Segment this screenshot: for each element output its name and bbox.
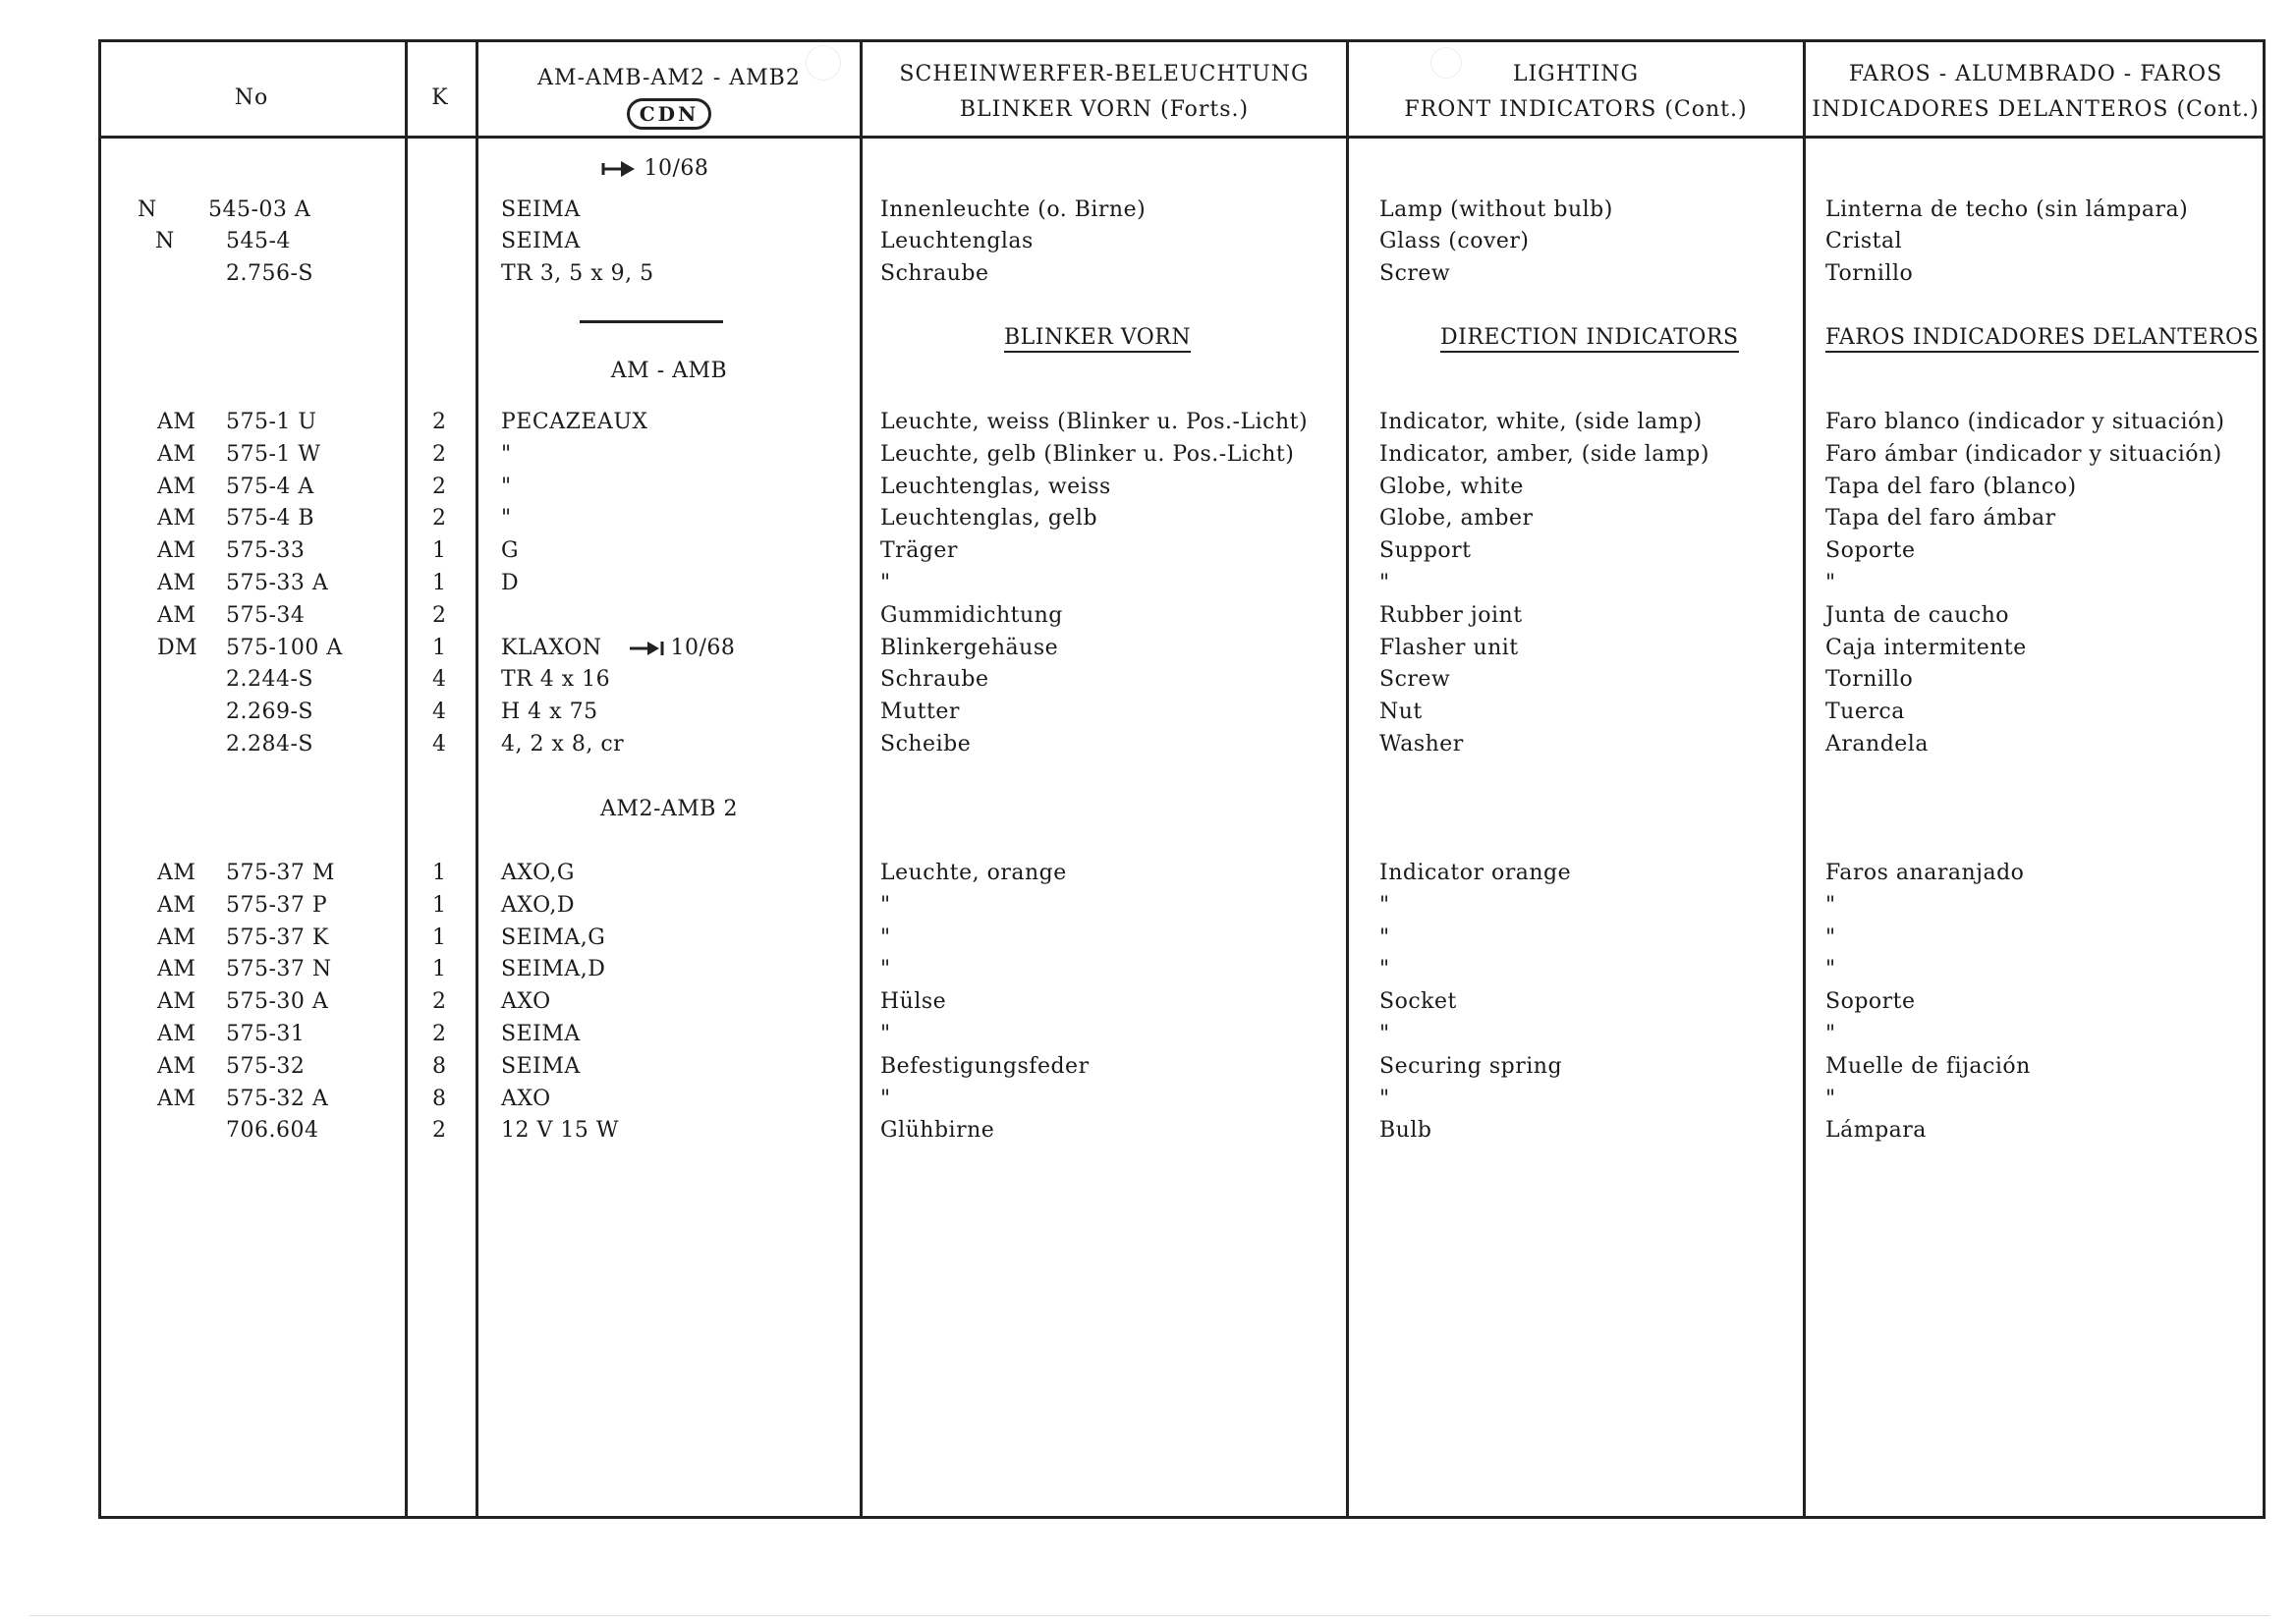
row-desc-de: Glühbirne xyxy=(880,1118,995,1144)
row-desc-de: Scheibe xyxy=(880,732,972,756)
row-desc-es: Soporte xyxy=(1825,538,1916,564)
row-desc-de: Leuchtenglas, weiss xyxy=(880,474,1111,499)
table-row xyxy=(0,729,2296,761)
row-part-no: 2.244-S xyxy=(226,667,313,693)
row-desc-en: Lamp (without bulb) xyxy=(1379,197,1613,222)
row-desc-de: Innenleuchte (o. Birne) xyxy=(880,197,1147,222)
row-part-no: 575-32 xyxy=(226,1053,306,1079)
row-desc-es: Linterna de techo (sin lámpara) xyxy=(1825,197,2189,222)
row-desc-en: Socket xyxy=(1379,989,1457,1015)
row-model-text: 4, 2 x 8, cr xyxy=(501,732,625,756)
row-qty: 1 xyxy=(432,538,447,564)
row-qty: 2 xyxy=(432,602,447,628)
row-model: SEIMA xyxy=(501,197,581,222)
row-desc-de: " xyxy=(880,1086,891,1111)
row-desc-de: Leuchte, gelb (Blinker u. Pos.-Licht) xyxy=(880,441,1295,467)
from-date-marker xyxy=(601,153,708,185)
header-es-line1: FAROS - ALUMBRADO - FAROS xyxy=(1848,62,2223,86)
row-qty: 2 xyxy=(432,989,447,1015)
row-model xyxy=(501,858,575,889)
row-part-no: 2.284-S xyxy=(226,732,313,756)
row-desc-es: Faro ámbar (indicador y situación) xyxy=(1825,441,2222,467)
table-row xyxy=(0,664,2296,697)
row-desc-es: Arandela xyxy=(1825,732,1929,756)
row-model xyxy=(501,1051,581,1083)
row-desc-de: " xyxy=(880,892,891,918)
header-de-line1: SCHEINWERFER-BELEUCHTUNG xyxy=(899,62,1310,86)
subheading-es-wrap xyxy=(1825,322,2259,354)
row-desc-de: Blinkergehäuse xyxy=(880,635,1059,660)
row-desc-es: " xyxy=(1825,924,1836,950)
row-desc-es: " xyxy=(1825,1022,1836,1046)
row-model xyxy=(501,729,624,760)
row-model-text: " xyxy=(501,441,512,467)
row-desc-de: " xyxy=(880,957,891,982)
table-row xyxy=(0,568,2296,600)
from-arrow-icon xyxy=(601,159,637,179)
table-row xyxy=(0,439,2296,472)
row-desc-en: Rubber joint xyxy=(1379,602,1523,628)
row-model-text: SEIMA xyxy=(501,1022,581,1046)
row-desc-de: Träger xyxy=(880,538,958,564)
header-model-line: AM-AMB-AM2 - AMB2 xyxy=(537,66,801,90)
table-row xyxy=(0,1051,2296,1084)
row-desc-en: " xyxy=(1379,957,1390,982)
row-part-no: 575-33 A xyxy=(226,571,329,595)
row-part-no: 575-30 A xyxy=(226,989,329,1015)
row-prefix: AM xyxy=(157,506,196,532)
row-desc-en: Support xyxy=(1379,538,1472,564)
cdn-badge: CDN xyxy=(627,98,712,130)
row-part-no: 575-1 W xyxy=(226,441,321,467)
row-prefix: DM xyxy=(157,635,198,660)
row-model-text: " xyxy=(501,506,512,532)
until-arrow-icon xyxy=(628,639,667,658)
row-model-text: SEIMA,G xyxy=(501,924,606,950)
table-row xyxy=(0,1084,2296,1116)
row-model xyxy=(501,1084,551,1115)
row-desc-en: Globe, amber xyxy=(1379,506,1534,532)
table-row xyxy=(0,986,2296,1019)
row-desc-en: Indicator, white, (side lamp) xyxy=(1379,410,1703,434)
row-model xyxy=(501,568,519,599)
header-es-line2: INDICADORES DELANTEROS (Cont.) xyxy=(1812,97,2260,122)
row-part-no: 2.756-S xyxy=(226,261,313,286)
row-model xyxy=(501,890,575,922)
row-qty: 2 xyxy=(432,1118,447,1144)
row-prefix: AM xyxy=(157,1053,196,1079)
row-model xyxy=(501,535,519,567)
row-desc-de: Leuchtenglas, gelb xyxy=(880,506,1098,532)
row-part-no: 2.269-S xyxy=(226,700,313,725)
row-desc-de: Gummidichtung xyxy=(880,602,1063,628)
header-k: K xyxy=(431,85,449,110)
row-part-no: 545-4 xyxy=(226,229,291,253)
row-desc-en: Nut xyxy=(1379,700,1423,725)
row-qty: 1 xyxy=(432,861,447,885)
row-prefix: AM xyxy=(157,538,196,564)
row-qty: 1 xyxy=(432,892,447,918)
row-qty: 2 xyxy=(432,474,447,499)
row-desc-es: " xyxy=(1825,1086,1836,1111)
row-part-no: 575-34 xyxy=(226,602,306,628)
table-row xyxy=(0,503,2296,535)
row-desc-en: Globe, white xyxy=(1379,474,1524,499)
table-row xyxy=(0,890,2296,923)
header-model-badge-wrap xyxy=(478,98,860,131)
row-model-text: G xyxy=(501,538,520,564)
subheading-de-wrap xyxy=(1004,322,1191,354)
row-prefix: AM xyxy=(157,924,196,950)
row-prefix: AM xyxy=(157,1086,196,1111)
row-qty: 4 xyxy=(432,700,447,725)
row-desc-de: Mutter xyxy=(880,700,960,725)
model-section-separator xyxy=(580,320,723,323)
row-part-no: 575-32 A xyxy=(226,1086,329,1111)
subheading-es: FAROS INDICADORES DELANTEROS xyxy=(1825,325,2259,353)
row-part-no: 545-03 A xyxy=(208,197,311,222)
table-row xyxy=(0,226,2296,258)
row-prefix: AM xyxy=(157,861,196,885)
row-desc-es: Tapa del faro (blanco) xyxy=(1825,474,2077,499)
table-row xyxy=(0,954,2296,986)
subheading-en: DIRECTION INDICATORS xyxy=(1440,325,1739,353)
header-no: No xyxy=(234,85,269,110)
row-qty: 1 xyxy=(432,635,447,660)
row-prefix: AM xyxy=(157,410,196,434)
row-prefix: AM xyxy=(157,989,196,1015)
row-model-until: 10/68 xyxy=(670,635,736,660)
section-am2-amb2: AM2-AMB 2 xyxy=(600,797,738,821)
row-desc-de: " xyxy=(880,924,891,950)
row-desc-de: Leuchtenglas xyxy=(880,229,1034,253)
row-prefix: AM xyxy=(157,474,196,499)
row-prefix: AM xyxy=(157,441,196,467)
row-desc-en: Glass (cover) xyxy=(1379,229,1530,253)
row-model-text: 12 V 15 W xyxy=(501,1118,619,1144)
row-model xyxy=(501,923,605,954)
table-row xyxy=(0,1115,2296,1148)
subheading-de: BLINKER VORN xyxy=(1004,325,1191,353)
row-desc-es: Faros anaranjado xyxy=(1825,861,2025,885)
row-desc-en: " xyxy=(1379,924,1390,950)
row-desc-en: Indicator orange xyxy=(1379,861,1572,885)
row-desc-en: Bulb xyxy=(1379,1118,1432,1144)
header-de-line2: BLINKER VORN (Forts.) xyxy=(959,97,1250,122)
row-prefix: N xyxy=(155,229,175,253)
scan-circle-mark xyxy=(806,45,841,81)
row-desc-es: Muelle de fijación xyxy=(1825,1053,2031,1079)
table-row xyxy=(0,258,2296,291)
table-row xyxy=(0,407,2296,439)
row-desc-es: Tapa del faro ámbar xyxy=(1825,506,2056,532)
row-desc-es: " xyxy=(1825,571,1836,595)
row-model-text: AXO,D xyxy=(501,892,576,918)
subheading-en-wrap xyxy=(1440,322,1739,354)
row-model xyxy=(501,1115,619,1147)
row-part-no: 575-37 K xyxy=(226,924,329,950)
from-date: 10/68 xyxy=(644,156,709,181)
row-part-no: 575-37 N xyxy=(226,957,332,982)
row-part-no: 575-31 xyxy=(226,1022,306,1046)
row-part-no: 706.604 xyxy=(226,1118,319,1144)
row-model-text: D xyxy=(501,571,520,595)
row-model: SEIMA xyxy=(501,229,581,253)
section-am-amb: AM - AMB xyxy=(610,359,728,383)
row-part-no: 575-4 B xyxy=(226,506,315,532)
page-bottom-rule xyxy=(29,1615,2269,1616)
row-qty: 8 xyxy=(432,1053,447,1079)
row-desc-es: Lámpara xyxy=(1825,1118,1927,1144)
row-qty: 1 xyxy=(432,924,447,950)
row-desc-es: Soporte xyxy=(1825,989,1916,1015)
scan-circle-mark xyxy=(1430,47,1462,79)
row-desc-en: Securing spring xyxy=(1379,1053,1563,1079)
row-desc-en: Indicator, amber, (side lamp) xyxy=(1379,441,1709,467)
row-desc-en: " xyxy=(1379,1022,1390,1046)
row-part-no: 575-100 A xyxy=(226,635,343,660)
row-part-no: 575-4 A xyxy=(226,474,314,499)
row-qty: 2 xyxy=(432,506,447,532)
table-row xyxy=(0,472,2296,504)
table-row xyxy=(0,1019,2296,1051)
row-model xyxy=(501,1019,581,1050)
row-model-text: KLAXON xyxy=(501,635,602,660)
row-desc-en: Washer xyxy=(1379,732,1464,756)
row-desc-de: Schraube xyxy=(880,667,989,693)
header-en-line2: FRONT INDICATORS (Cont.) xyxy=(1404,97,1748,122)
row-qty: 2 xyxy=(432,441,447,467)
row-prefix: N xyxy=(138,197,157,222)
row-prefix: AM xyxy=(157,892,196,918)
row-desc-en: Screw xyxy=(1379,261,1451,286)
row-desc-de: Leuchte, weiss (Blinker u. Pos.-Licht) xyxy=(880,410,1309,434)
row-desc-en: " xyxy=(1379,892,1390,918)
row-desc-es: " xyxy=(1825,892,1836,918)
row-part-no: 575-33 xyxy=(226,538,306,564)
row-model-text: PECAZEAUX xyxy=(501,410,648,434)
row-prefix: AM xyxy=(157,1022,196,1046)
row-model-text: SEIMA xyxy=(501,1053,581,1079)
row-desc-de: " xyxy=(880,1022,891,1046)
row-model xyxy=(501,954,605,985)
row-model xyxy=(501,633,735,664)
row-model xyxy=(501,407,648,438)
row-model xyxy=(501,503,512,534)
row-qty: 4 xyxy=(432,732,447,756)
row-model xyxy=(501,664,610,696)
row-prefix: AM xyxy=(157,571,196,595)
row-qty: 1 xyxy=(432,957,447,982)
table-row xyxy=(0,600,2296,633)
header-en-line1: LIGHTING xyxy=(1512,62,1640,86)
row-model-text: AXO xyxy=(501,1086,551,1111)
row-desc-en: Screw xyxy=(1379,667,1451,693)
row-model-text: SEIMA,D xyxy=(501,957,606,982)
row-desc-es: Faro blanco (indicador y situación) xyxy=(1825,410,2225,434)
row-desc-es: " xyxy=(1825,957,1836,982)
row-desc-es: Tornillo xyxy=(1825,261,1914,286)
table-row xyxy=(0,535,2296,568)
row-model-text: " xyxy=(501,474,512,499)
row-desc-es: Caja intermitente xyxy=(1825,635,2027,660)
row-part-no: 575-1 U xyxy=(226,410,317,434)
row-model xyxy=(501,472,512,503)
row-desc-en: " xyxy=(1379,1086,1390,1111)
row-model xyxy=(501,986,551,1018)
header-divider xyxy=(98,136,2266,139)
row-model xyxy=(501,697,598,728)
row-qty: 2 xyxy=(432,1022,447,1046)
row-prefix: AM xyxy=(157,602,196,628)
row-qty: 1 xyxy=(432,571,447,595)
row-desc-es: Junta de caucho xyxy=(1825,602,2010,628)
row-qty: 8 xyxy=(432,1086,447,1111)
row-desc-es: Cristal xyxy=(1825,229,1903,253)
row-model-text: H 4 x 75 xyxy=(501,700,598,725)
row-desc-en: " xyxy=(1379,571,1390,595)
table-row xyxy=(0,923,2296,955)
row-model-text: AXO xyxy=(501,989,551,1015)
row-desc-en: Flasher unit xyxy=(1379,635,1519,660)
row-prefix: AM xyxy=(157,957,196,982)
row-part-no: 575-37 M xyxy=(226,861,335,885)
row-desc-es: Tornillo xyxy=(1825,667,1914,693)
table-row xyxy=(0,195,2296,227)
row-desc-de: Befestigungsfeder xyxy=(880,1053,1090,1079)
table-row xyxy=(0,858,2296,890)
row-model-text: AXO,G xyxy=(501,861,575,885)
row-part-no: 575-37 P xyxy=(226,892,328,918)
row-desc-de: Leuchte, orange xyxy=(880,861,1067,885)
row-desc-de: Schraube xyxy=(880,261,989,286)
row-qty: 2 xyxy=(432,410,447,434)
row-desc-es: Tuerca xyxy=(1825,700,1905,725)
row-model xyxy=(501,439,512,471)
row-desc-de: " xyxy=(880,571,891,595)
row-qty: 4 xyxy=(432,667,447,693)
row-model-text: TR 4 x 16 xyxy=(501,667,611,693)
row-desc-de: Hülse xyxy=(880,989,947,1015)
table-row xyxy=(0,697,2296,729)
row-model: TR 3, 5 x 9, 5 xyxy=(501,261,654,286)
table-row xyxy=(0,633,2296,665)
